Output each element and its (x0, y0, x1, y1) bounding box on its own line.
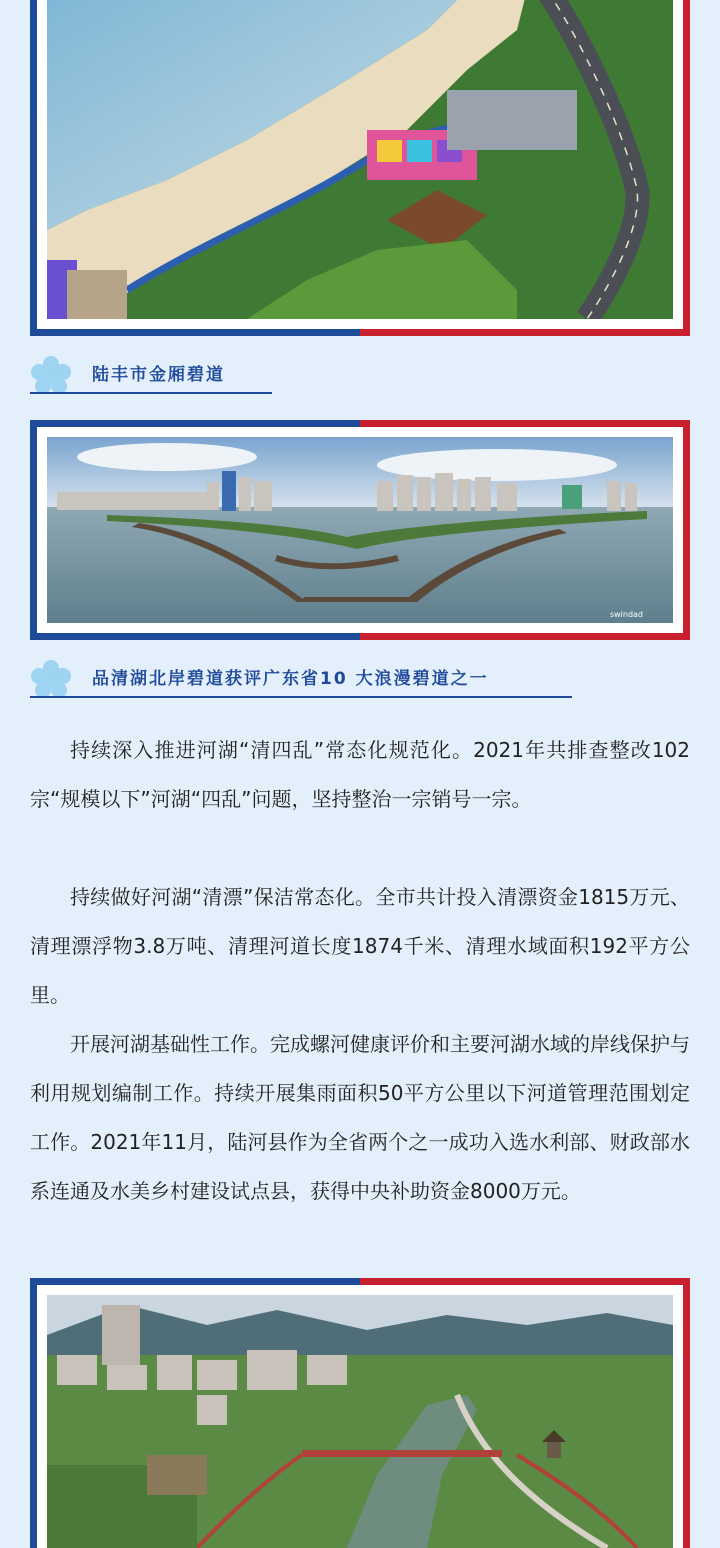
caption-lufeng (30, 354, 272, 394)
river-village-illustration (47, 1295, 673, 1548)
paragraph-basic-work: 开展河湖基础性工作。完成螺河健康评价和主要河湖水域的岸线保护与利用规划编制工作。持续开展集雨面积50平方公里以下河道管理范围划定工作。2021年11月，陆河县作为全省两个之一成功入选水利部、财政部水系连通及水美乡村建设试点县，获得中央补助资金8000万元。 (30, 1032, 690, 1203)
frame-top-bar (30, 1278, 690, 1285)
frame-top-bar (30, 420, 690, 427)
paragraph-clean-four-chaos: 持续深入推进河湖“清四乱”常态化规范化。2021年共排查整改102宗“规模以下”河湖“四乱”问题，坚持整治一宗销号一宗。 (30, 738, 690, 811)
photo-frame-lake (30, 420, 690, 640)
photo-frame-beach (30, 0, 690, 336)
frame-bottom-bar (30, 633, 690, 640)
caption-underline (30, 696, 572, 698)
beach-aerial-photo (47, 0, 673, 319)
caption-text: 品清湖北岸碧道获评广东省10 大浪漫碧道之一 (92, 669, 489, 689)
river-village-photo (47, 1295, 673, 1548)
photo-watermark: swindad (609, 610, 643, 619)
lake-panorama-illustration (47, 437, 673, 623)
beach-aerial-illustration (47, 0, 673, 319)
photo-frame-river (30, 1278, 690, 1548)
caption-text: 陆丰市金厢碧道 (92, 365, 225, 385)
flower-icon (30, 660, 72, 700)
lake-panorama-photo (47, 437, 673, 623)
caption-pinqing (30, 658, 572, 698)
flower-icon (30, 356, 72, 396)
paragraph-clean-floating: 持续做好河湖“清漂”保洁常态化。全市共计投入清漂资金1815万元、清理漂浮物3.8万吨、清理河道长度1874千米、清理水域面积192平方公里。 (30, 885, 690, 1007)
caption-underline (30, 392, 272, 394)
frame-bottom-bar (30, 329, 690, 336)
